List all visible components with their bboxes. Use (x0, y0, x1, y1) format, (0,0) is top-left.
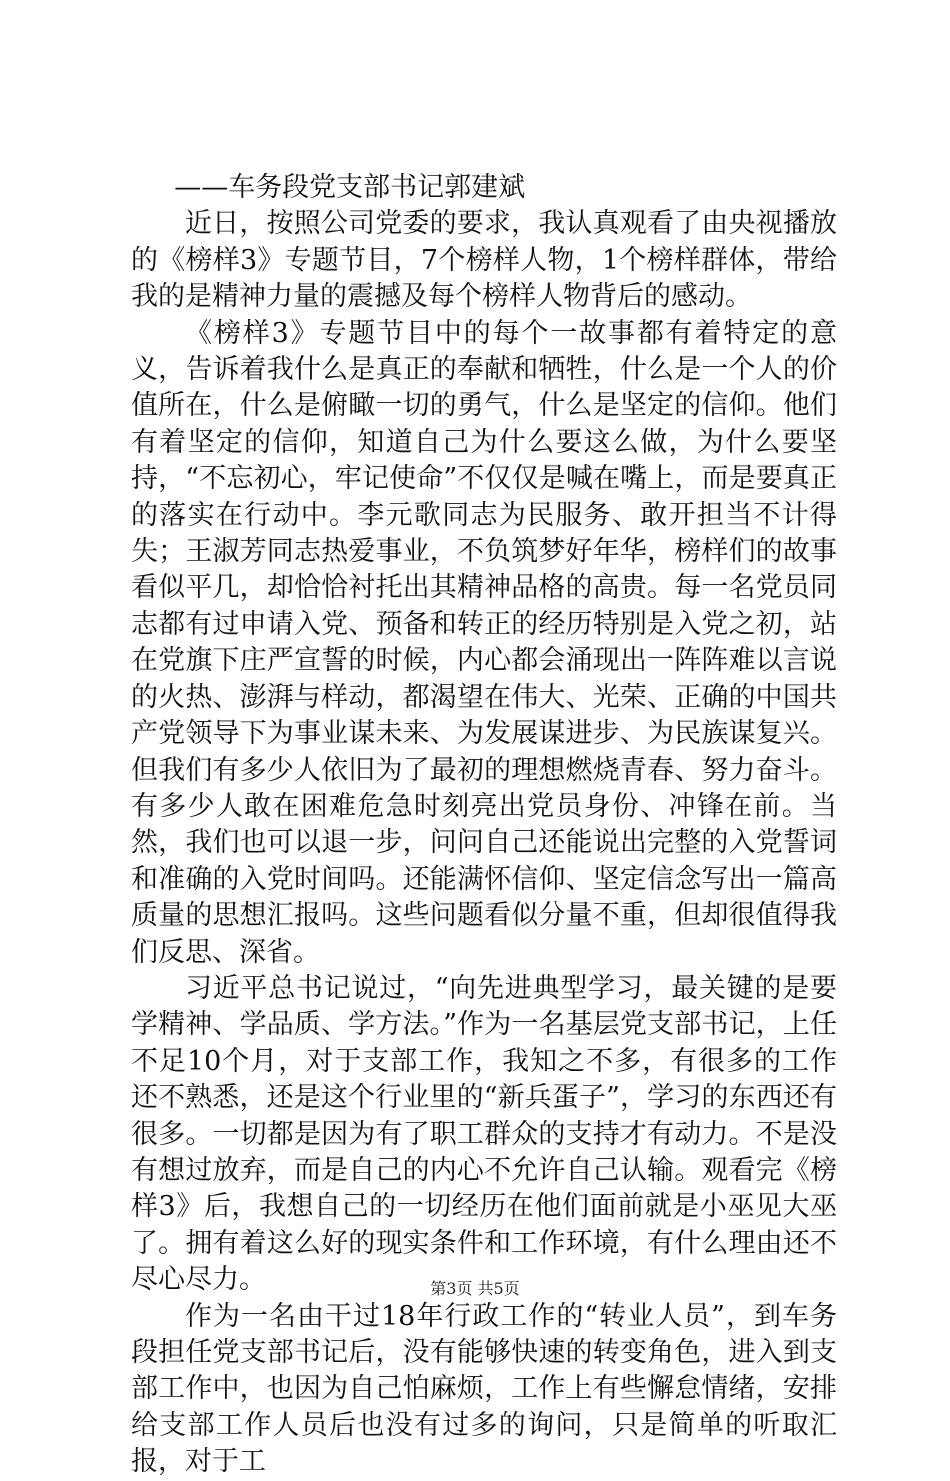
author-byline: ——车务段党支部书记郭建斌 (174, 172, 526, 203)
paragraph-4: 作为一名由干过18年行政工作的“转业人员”，到车务段担任党支部书记后，没有能够快速的转变角色，进入到支部工作中，也因为自己怕麻烦，工作上有些懈怠情绪，安排给支部工作人员后也没有过多的询问，只是简单的听取汇报，对于工 (131, 1300, 837, 1478)
paragraph-2: 《榜样3》专题节目中的每个一故事都有着特定的意义，告诉着我什么是真正的奉献和牺牲，什么是一个人的价值所在，什么是俯瞰一切的勇气，什么是坚定的信仰。他们有着坚定的信仰，知道自己为什么要这么做，为什么要坚持，“不忘初心，牢记使命”不仅仅是喊在嘴上，而是要真正的落实在行动中。李元歌同志为民服务、敢开担当不计得失；王淑芳同志热爱事业，不负筑梦好年华，榜样们的故事看似平几，却恰恰衬托出其精神品格的高贵。每一名党员同志都有过申请入党、预备和转正的经历特别是入党之初，站在党旗下庄严宣誓的时候，内心都会涌现出一阵阵难以言说的火热、澎湃与样动，都渴望在伟大、光荣、正确的中国共产党领导下为事业谋未来、为发展谋进步、为民族谋复兴。但我们有多少人依旧为了最初的理想燃烧青春、努力奋斗。有多少人敢在困难危急时刻亮出党员身份、冲锋在前。当然，我们也可以退一步，问问自己还能说出完整的入党誓词和准确的入党时间吗。还能满怀信仰、坚定信念写出一篇高质量的思想汇报吗。这些问题看似分量不重，但却很值得我们反思、深省。 (131, 317, 837, 968)
paragraph-1: 近日，按照公司党委的要求，我认真观看了由央视播放的《榜样3》专题节目，7个榜样人物，1个榜样群体，带给我的是精神力量的震撼及每个榜样人物背后的感动。 (131, 208, 837, 313)
paragraph-3: 习近平总书记说过，“向先进典型学习，最关键的是要学精神、学品质、学方法。”作为一名基层党支部书记，上任不足10个月，对于支部工作，我知之不多，有很多的工作还不熟悉，还是这个行业里的“新兵蛋子”，学习的东西还有很多。一切都是因为有了职工群众的支持才有动力。不是没有想过放弃，而是自己的内心不允许自己认输。观看完《榜样3》后，我想自己的一切经历在他们面前就是小巫见大巫了。拥有着这么好的现实条件和工作环境，有什么理由还不尽心尽力。 (131, 972, 837, 1296)
page-footer (0, 1276, 950, 1299)
page-number: 第3页 共5页 (430, 1279, 520, 1298)
